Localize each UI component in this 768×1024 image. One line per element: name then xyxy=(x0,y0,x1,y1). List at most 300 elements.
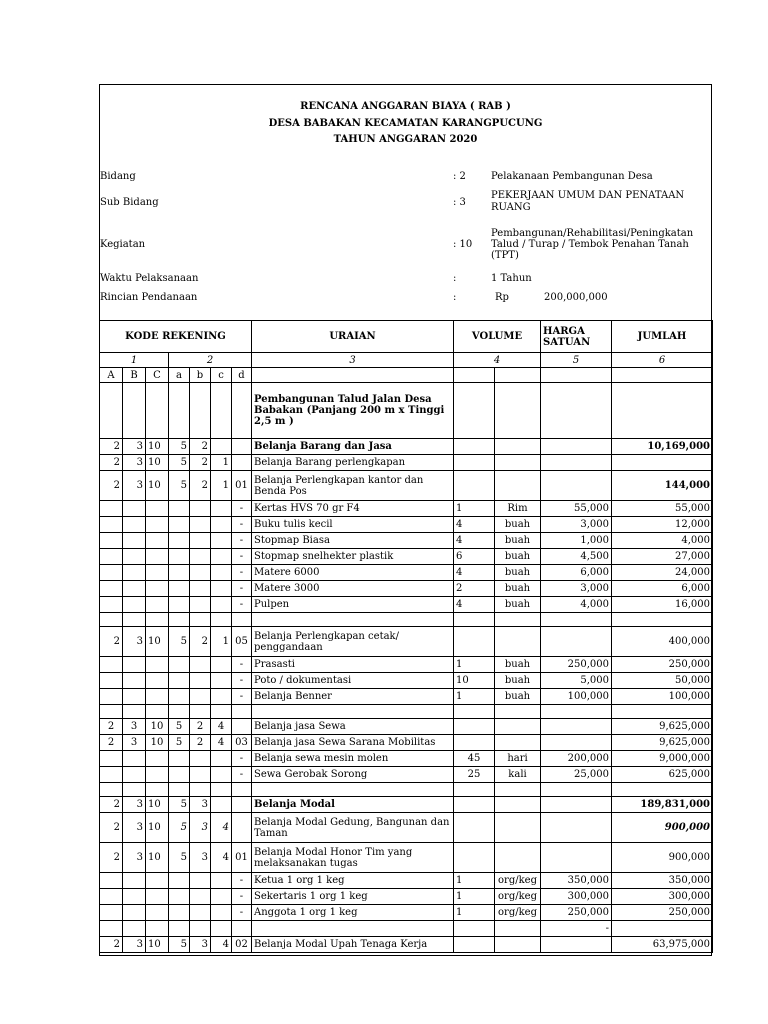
volume-qty-cell xyxy=(454,471,495,501)
code-cell: 2 xyxy=(100,843,123,873)
code-cell xyxy=(211,383,232,439)
table-row xyxy=(100,613,713,627)
volume-unit-cell: buah xyxy=(495,565,541,581)
jumlah-cell xyxy=(612,921,713,937)
fiscal-year: TAHUN ANGGARAN 2020 xyxy=(333,134,478,145)
volume-qty-cell: 6 xyxy=(454,549,495,565)
code-cell: 1 xyxy=(211,627,232,657)
code-cell xyxy=(232,439,252,455)
harga-satuan-cell: 350,000 xyxy=(541,873,612,889)
harga-satuan-cell: 300,000 xyxy=(541,889,612,905)
code-cell xyxy=(123,517,146,533)
empty-cell xyxy=(541,613,612,627)
code-cell xyxy=(123,889,146,905)
volume-unit-cell: buah xyxy=(495,673,541,689)
empty-cell xyxy=(169,783,190,797)
code-cell xyxy=(146,889,169,905)
table-row xyxy=(100,581,713,597)
code-cell xyxy=(146,549,169,565)
volume-unit-cell: Rim xyxy=(495,501,541,517)
uraian-cell: Stopmap snelhekter plastik xyxy=(252,549,454,565)
table-row xyxy=(100,517,713,533)
uraian-cell: Belanja Perlengkapan cetak/ penggandaan xyxy=(252,627,454,657)
code-cell: 10 xyxy=(146,719,169,735)
code-cell: 10 xyxy=(146,813,169,843)
empty-cell xyxy=(211,705,232,719)
uraian-cell: Belanja Modal Honor Tim yang melaksanakan tugas xyxy=(252,843,454,873)
code-cell: 3 xyxy=(190,843,211,873)
code-cell: 01 xyxy=(232,471,252,501)
empty-cell xyxy=(100,705,123,719)
code-cell xyxy=(190,565,211,581)
code-cell: - xyxy=(232,517,252,533)
table-row xyxy=(100,597,713,613)
code-cell xyxy=(123,673,146,689)
table-row xyxy=(100,549,713,565)
code-cell: 3 xyxy=(190,937,211,953)
volume-unit-cell xyxy=(495,921,541,937)
kegiatan-value: Pembangunan/Rehabilitasi/Peningkatan xyxy=(491,228,694,239)
table-row xyxy=(100,455,713,471)
harga-satuan-cell xyxy=(541,843,612,873)
code-cell xyxy=(211,657,232,673)
jumlah-cell: 12,000 xyxy=(612,517,713,533)
volume-qty-cell xyxy=(454,439,495,455)
code-cell: 10 xyxy=(146,735,169,751)
volume-qty-cell: 1 xyxy=(454,905,495,921)
jumlah-cell: 900,000 xyxy=(612,813,713,843)
table-row xyxy=(100,705,713,719)
code-cell xyxy=(123,597,146,613)
volume-qty-cell: 45 xyxy=(454,751,495,767)
empty-cell xyxy=(123,783,146,797)
code-cell xyxy=(190,517,211,533)
table-row xyxy=(100,767,713,783)
uraian-cell: Belanja Modal xyxy=(252,797,454,813)
code-cell xyxy=(169,517,190,533)
waktu-label: Waktu Pelaksanaan xyxy=(100,273,199,284)
code-cell xyxy=(232,455,252,471)
jumlah-cell: 6,000 xyxy=(612,581,713,597)
empty-cell xyxy=(190,613,211,627)
code-cell: 5 xyxy=(169,843,190,873)
sub-bidang-label: Sub Bidang xyxy=(100,197,159,208)
code-cell: 2 xyxy=(190,719,211,735)
harga-satuan-cell xyxy=(541,627,612,657)
table-row xyxy=(100,783,713,797)
code-cell xyxy=(146,383,169,439)
code-cell: 3 xyxy=(123,797,146,813)
empty-cell xyxy=(252,783,454,797)
volume-unit-cell: hari xyxy=(495,751,541,767)
volume-qty-cell: 2 xyxy=(454,581,495,597)
jumlah-cell: 50,000 xyxy=(612,673,713,689)
header-kode-rekening: KODE REKENING xyxy=(100,321,252,353)
harga-satuan-cell xyxy=(541,455,612,471)
code-cell: 2 xyxy=(190,455,211,471)
uraian-cell: Belanja jasa Sewa xyxy=(252,719,454,735)
code-cell: 10 xyxy=(146,471,169,501)
code-cell xyxy=(190,689,211,705)
volume-unit-cell: buah xyxy=(495,689,541,705)
code-cell: 01 xyxy=(232,843,252,873)
column-number: 3 xyxy=(252,353,454,368)
jumlah-cell: 100,000 xyxy=(612,689,713,705)
code-cell xyxy=(146,689,169,705)
harga-satuan-cell: 250,000 xyxy=(541,905,612,921)
code-cell: - xyxy=(232,751,252,767)
table-row xyxy=(100,439,713,455)
empty-cell xyxy=(169,705,190,719)
volume-qty-cell xyxy=(454,921,495,937)
uraian-cell: Belanja Modal Gedung, Bangunan dan Taman xyxy=(252,813,454,843)
code-cell xyxy=(146,673,169,689)
code-cell xyxy=(211,597,232,613)
volume-qty-cell xyxy=(454,937,495,953)
kegiatan-code: : 10 xyxy=(453,239,473,250)
code-cell xyxy=(169,767,190,783)
table-row xyxy=(100,689,713,705)
volume-unit-cell xyxy=(495,843,541,873)
code-cell: 10 xyxy=(146,843,169,873)
code-cell xyxy=(211,501,232,517)
code-cell: 3 xyxy=(123,471,146,501)
empty-cell xyxy=(100,613,123,627)
jumlah-cell: 10,169,000 xyxy=(612,439,713,455)
code-cell xyxy=(123,921,146,937)
jumlah-cell: 63,975,000 xyxy=(612,937,713,953)
volume-qty-cell: 4 xyxy=(454,565,495,581)
code-cell: 3 xyxy=(123,719,146,735)
empty-cell xyxy=(211,613,232,627)
volume-qty-cell xyxy=(454,455,495,471)
code-cell xyxy=(123,533,146,549)
code-cell: 2 xyxy=(100,455,123,471)
code-cell xyxy=(146,873,169,889)
harga-satuan-cell: 200,000 xyxy=(541,751,612,767)
header-uraian: URAIAN xyxy=(252,321,454,353)
code-cell: 5 xyxy=(169,719,190,735)
empty-cell xyxy=(612,783,713,797)
volume-unit-cell xyxy=(495,627,541,657)
column-letter: a xyxy=(169,368,190,383)
code-cell xyxy=(146,581,169,597)
table-row xyxy=(100,873,713,889)
code-cell: 1 xyxy=(211,455,232,471)
code-cell xyxy=(190,673,211,689)
volume-qty-cell: 1 xyxy=(454,689,495,705)
volume-unit-cell xyxy=(495,439,541,455)
empty-cell xyxy=(190,783,211,797)
code-cell xyxy=(100,889,123,905)
code-cell: 5 xyxy=(169,439,190,455)
code-cell: 2 xyxy=(190,627,211,657)
bidang-value: Pelakanaan Pembangunan Desa xyxy=(491,171,653,182)
code-cell xyxy=(211,581,232,597)
code-cell: 3 xyxy=(190,813,211,843)
harga-satuan-cell xyxy=(541,471,612,501)
empty-cell xyxy=(612,613,713,627)
code-cell xyxy=(190,751,211,767)
harga-satuan-cell: 100,000 xyxy=(541,689,612,705)
empty-cell xyxy=(495,705,541,719)
empty-cell xyxy=(123,613,146,627)
empty-cell xyxy=(612,705,713,719)
code-cell: - xyxy=(232,597,252,613)
harga-satuan-cell: 4,500 xyxy=(541,549,612,565)
table-row xyxy=(100,657,713,673)
jumlah-cell: 250,000 xyxy=(612,905,713,921)
code-cell xyxy=(232,383,252,439)
code-cell xyxy=(100,905,123,921)
code-cell: 2 xyxy=(190,439,211,455)
table-row xyxy=(100,797,713,813)
volume-qty-cell xyxy=(454,719,495,735)
code-cell xyxy=(232,797,252,813)
column-letter: B xyxy=(123,368,146,383)
code-cell xyxy=(211,549,232,565)
volume-unit-cell: buah xyxy=(495,533,541,549)
code-cell: 4 xyxy=(211,843,232,873)
code-cell xyxy=(211,517,232,533)
jumlah-cell: 400,000 xyxy=(612,627,713,657)
code-cell: 05 xyxy=(232,627,252,657)
code-cell xyxy=(100,657,123,673)
kegiatan-label: Kegiatan xyxy=(100,239,146,250)
code-cell xyxy=(169,689,190,705)
code-cell: 3 xyxy=(123,937,146,953)
jumlah-cell: 350,000 xyxy=(612,873,713,889)
volume-qty-cell: 10 xyxy=(454,673,495,689)
code-cell: 10 xyxy=(146,627,169,657)
code-cell xyxy=(232,813,252,843)
code-cell xyxy=(190,597,211,613)
code-cell xyxy=(211,565,232,581)
empty-cell xyxy=(454,613,495,627)
code-cell: 3 xyxy=(123,843,146,873)
volume-unit-cell xyxy=(495,735,541,751)
code-cell: 2 xyxy=(100,471,123,501)
volume-qty-cell xyxy=(454,735,495,751)
table-row xyxy=(100,889,713,905)
volume-unit-cell xyxy=(495,813,541,843)
document-title: RENCANA ANGGARAN BIAYA ( RAB ) xyxy=(300,101,511,112)
bidang-label: Bidang xyxy=(100,171,136,182)
code-cell xyxy=(146,657,169,673)
table-row xyxy=(100,937,713,953)
empty-cell xyxy=(190,705,211,719)
code-cell: - xyxy=(232,905,252,921)
code-cell: 2 xyxy=(100,627,123,657)
code-cell: 03 xyxy=(232,735,252,751)
code-cell xyxy=(123,581,146,597)
code-cell: 5 xyxy=(169,797,190,813)
volume-qty-cell xyxy=(454,813,495,843)
code-cell xyxy=(123,767,146,783)
volume-unit-cell xyxy=(495,719,541,735)
code-cell xyxy=(190,767,211,783)
code-cell xyxy=(100,581,123,597)
code-cell xyxy=(211,921,232,937)
jumlah-cell: 9,625,000 xyxy=(612,735,713,751)
jumlah-cell: 27,000 xyxy=(612,549,713,565)
code-cell xyxy=(123,501,146,517)
code-cell xyxy=(146,501,169,517)
code-cell xyxy=(100,597,123,613)
code-cell xyxy=(211,905,232,921)
code-cell: 10 xyxy=(146,797,169,813)
code-cell: 02 xyxy=(232,937,252,953)
code-cell xyxy=(100,689,123,705)
code-cell: 4 xyxy=(211,813,232,843)
volume-unit-cell xyxy=(495,797,541,813)
code-cell: 3 xyxy=(123,455,146,471)
table-row xyxy=(100,673,713,689)
code-cell: 4 xyxy=(211,735,232,751)
code-cell xyxy=(190,889,211,905)
code-cell xyxy=(211,533,232,549)
code-cell xyxy=(146,517,169,533)
empty-cell xyxy=(495,613,541,627)
jumlah-cell: 24,000 xyxy=(612,565,713,581)
code-cell xyxy=(146,533,169,549)
code-cell: 5 xyxy=(169,937,190,953)
jumlah-cell: 16,000 xyxy=(612,597,713,613)
jumlah-cell: 900,000 xyxy=(612,843,713,873)
code-cell xyxy=(169,597,190,613)
empty-cell xyxy=(454,705,495,719)
volume-qty-cell: 4 xyxy=(454,517,495,533)
volume-unit-cell xyxy=(495,455,541,471)
volume-qty-cell: 1 xyxy=(454,501,495,517)
code-cell: 3 xyxy=(123,735,146,751)
code-cell xyxy=(190,905,211,921)
table-header-row xyxy=(100,321,713,353)
uraian-cell: Belanja sewa mesin molen xyxy=(252,751,454,767)
jumlah-cell: 55,000 xyxy=(612,501,713,517)
column-number: 6 xyxy=(612,353,713,368)
code-cell xyxy=(232,921,252,937)
code-cell: - xyxy=(232,581,252,597)
harga-satuan-cell: 250,000 xyxy=(541,657,612,673)
empty-cell xyxy=(146,613,169,627)
volume-unit-cell: org/keg xyxy=(495,873,541,889)
table-row xyxy=(100,751,713,767)
harga-satuan-cell: 1,000 xyxy=(541,533,612,549)
code-cell xyxy=(169,905,190,921)
empty-cell xyxy=(232,783,252,797)
code-cell xyxy=(146,921,169,937)
uraian-cell: Belanja Perlengkapan kantor dan Benda Pos xyxy=(252,471,454,501)
code-cell xyxy=(169,889,190,905)
code-cell: - xyxy=(232,673,252,689)
uraian-cell: Kertas HVS 70 gr F4 xyxy=(252,501,454,517)
uraian-cell: Sewa Gerobak Sorong xyxy=(252,767,454,783)
rincian-label: Rincian Pendanaan xyxy=(100,292,198,303)
kegiatan-value-cont: Talud / Turap / Tembok Penahan Tanah xyxy=(491,239,689,250)
code-cell: - xyxy=(232,889,252,905)
empty-cell xyxy=(169,613,190,627)
column-number: 4 xyxy=(454,353,541,368)
volume-qty-cell xyxy=(454,797,495,813)
code-cell: 10 xyxy=(146,937,169,953)
column-letter-row xyxy=(100,368,713,383)
table-row xyxy=(100,843,713,873)
code-cell: - xyxy=(232,549,252,565)
uraian-cell: Matere 6000 xyxy=(252,565,454,581)
code-cell xyxy=(211,689,232,705)
empty-cell xyxy=(541,383,612,439)
column-number: 5 xyxy=(541,353,612,368)
column-number: 2 xyxy=(169,353,252,368)
empty-cell xyxy=(146,783,169,797)
header-jumlah: JUMLAH xyxy=(612,321,713,353)
jumlah-cell: 300,000 xyxy=(612,889,713,905)
empty-cell xyxy=(252,613,454,627)
uraian-cell: Ketua 1 org 1 keg xyxy=(252,873,454,889)
jumlah-cell xyxy=(612,455,713,471)
column-letter: A xyxy=(100,368,123,383)
table-row xyxy=(100,719,713,735)
uraian-cell: Belanja Modal Upah Tenaga Kerja xyxy=(252,937,454,953)
code-cell: 2 xyxy=(190,471,211,501)
jumlah-cell: 144,000 xyxy=(612,471,713,501)
code-cell xyxy=(190,873,211,889)
column-number: 1 xyxy=(100,353,169,368)
jumlah-cell: 4,000 xyxy=(612,533,713,549)
code-cell xyxy=(211,439,232,455)
document-subtitle: DESA BABAKAN KECAMATAN KARANGPUCUNG xyxy=(268,118,543,129)
sub-bidang-value: PEKERJAAN UMUM DAN PENATAAN xyxy=(491,190,685,201)
uraian-cell: Sekertaris 1 org 1 keg xyxy=(252,889,454,905)
volume-qty-cell: 1 xyxy=(454,889,495,905)
empty-cell xyxy=(211,783,232,797)
code-cell: 3 xyxy=(190,797,211,813)
code-cell: 2 xyxy=(100,813,123,843)
code-cell xyxy=(190,383,211,439)
empty-cell xyxy=(541,705,612,719)
code-cell xyxy=(190,533,211,549)
table-row xyxy=(100,471,713,501)
uraian-cell: Belanja Benner xyxy=(252,689,454,705)
code-cell xyxy=(100,517,123,533)
uraian-cell xyxy=(252,921,454,937)
rincian-value: 200,000,000 xyxy=(544,292,608,303)
code-cell xyxy=(100,921,123,937)
code-cell xyxy=(169,873,190,889)
table-row xyxy=(100,383,713,439)
code-cell xyxy=(123,751,146,767)
code-cell: - xyxy=(232,657,252,673)
column-number-row xyxy=(100,353,713,368)
code-cell xyxy=(211,873,232,889)
volume-unit-cell: buah xyxy=(495,581,541,597)
harga-satuan-cell: - xyxy=(541,921,612,937)
jumlah-cell: 9,000,000 xyxy=(612,751,713,767)
jumlah-cell: 625,000 xyxy=(612,767,713,783)
code-cell: 4 xyxy=(211,937,232,953)
code-cell xyxy=(190,657,211,673)
code-cell xyxy=(211,751,232,767)
code-cell xyxy=(100,549,123,565)
header-harga-satuan: HARGA SATUAN xyxy=(541,321,612,353)
code-cell: 5 xyxy=(169,471,190,501)
table-row xyxy=(100,905,713,921)
code-cell: 4 xyxy=(211,719,232,735)
uraian-cell: Matere 3000 xyxy=(252,581,454,597)
code-cell xyxy=(169,533,190,549)
code-cell: - xyxy=(232,501,252,517)
